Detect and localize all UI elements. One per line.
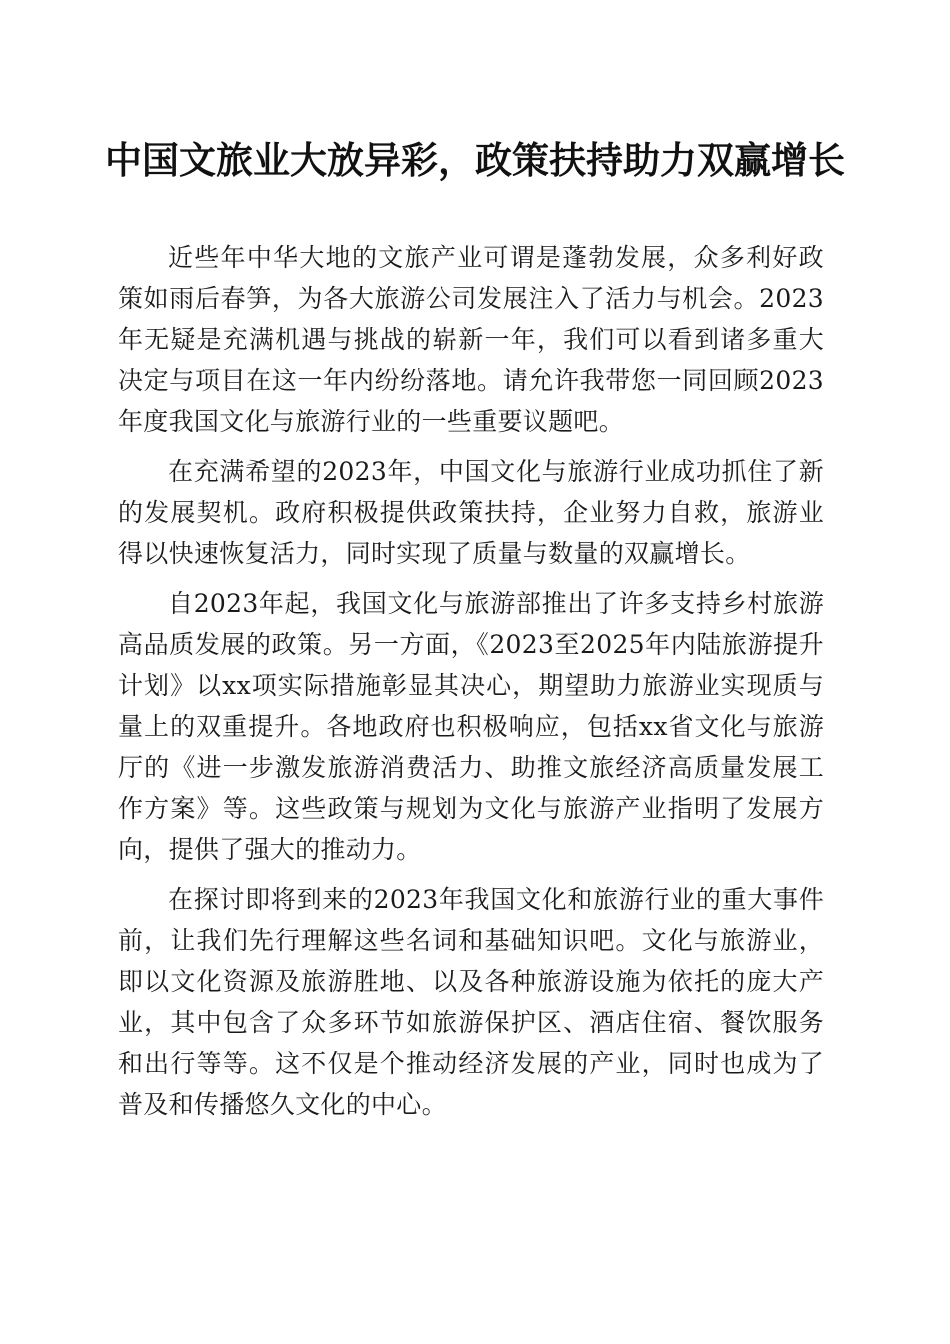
paragraph: 在充满希望的2023年，中国文化与旅游行业成功抓住了新的发展契机。政府积极提供政策扶持，企业努力自救，旅游业得以快速恢复活力，同时实现了质量与数量的双赢增长。 bbox=[118, 457, 824, 568]
paragraph: 在探讨即将到来的2023年我国文化和旅游行业的重大事件前，让我们先行理解这些名词和基础知识吧。文化与旅游业，即以文化资源及旅游胜地、以及各种旅游设施为依托的庞大产业，其中包含了众多环节如旅游保护区、酒店住宿、餐饮服务和出行等等。这不仅是个推动经济发展的产业，同时也成为了普及和传播悠久文化的中心。 bbox=[118, 885, 824, 1119]
document-title: 中国文旅业大放异彩，政策扶持助力双赢增长 bbox=[105, 138, 845, 182]
paragraph: 自2023年起，我国文化与旅游部推出了许多支持乡村旅游高品质发展的政策。另一方面，《2023至2025年内陆旅游提升计划》以xx项实际措施彰显其决心，期望助力旅游业实现质与量上的双重提升。各地政府也积极响应，包括xx省文化与旅游厅的《进一步激发旅游消费活力、助推文旅经济高质量发展工作方案》等。这些政策与规划为文化与旅游产业指明了发展方向，提供了强大的推动力。 bbox=[118, 589, 824, 864]
document-body bbox=[118, 237, 824, 1134]
paragraph: 近些年中华大地的文旅产业可谓是蓬勃发展，众多利好政策如雨后春笋，为各大旅游公司发展注入了活力与机会。2023年无疑是充满机遇与挑战的崭新一年，我们可以看到诸多重大决定与项目在这一年内纷纷落地。请允许我带您一同回顾2023年度我国文化与旅游行业的一些重要议题吧。 bbox=[118, 243, 824, 436]
